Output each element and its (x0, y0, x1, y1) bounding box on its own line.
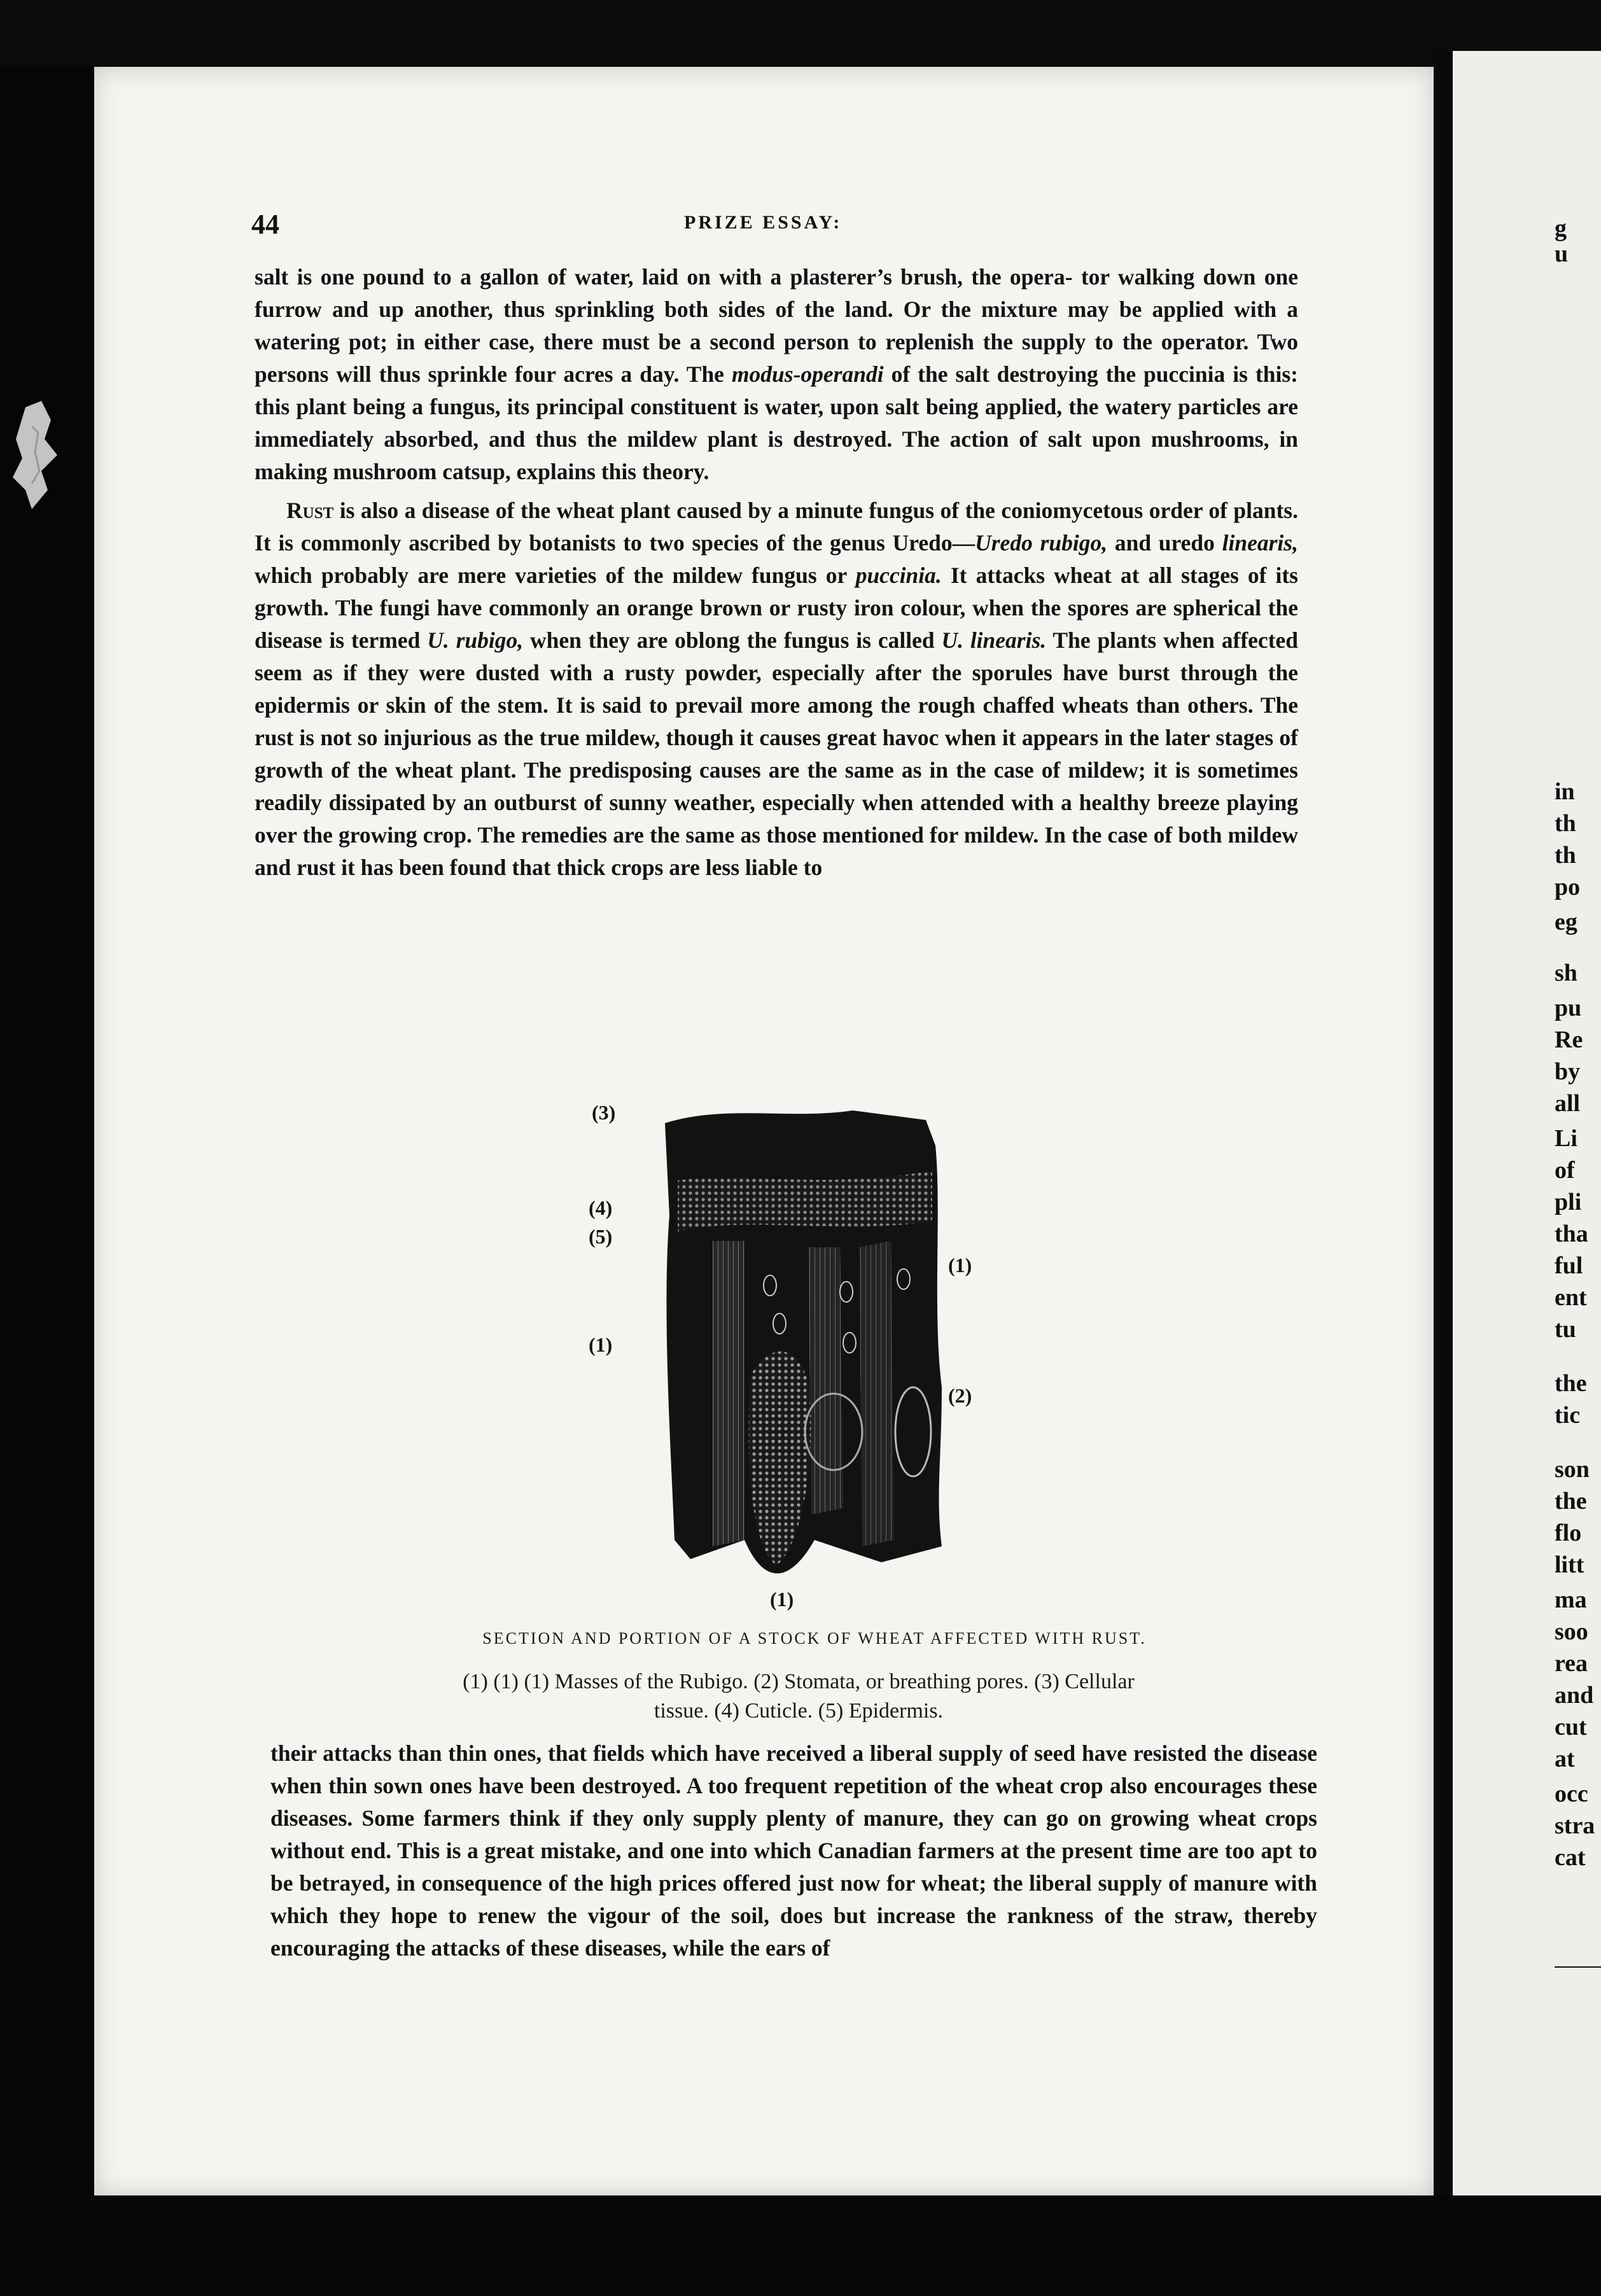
text-line: salt is one pound to a gallon of water, laid on with a plasterer’s brush, the opera- (255, 264, 1073, 290)
lead-word: Rust (286, 498, 334, 523)
adjacent-page-fragment: the (1555, 1370, 1587, 1397)
adjacent-page-fragment: tu (1555, 1316, 1576, 1343)
adjacent-page-rule (1555, 1966, 1601, 1968)
caption-line: (1) (1) (1) Masses of the Rubigo. (2) Stomata, or breathing pores. (3) Cellular (463, 1670, 1135, 1693)
adjacent-page-fragment: cat (1555, 1844, 1586, 1871)
text-segment: when they are oblong the fungus is called (523, 627, 942, 653)
adjacent-page-fragment: th (1555, 810, 1576, 837)
adjacent-page-fragment: po (1555, 874, 1581, 900)
italic-term: puccinia. (855, 563, 942, 588)
wheat-stem-engraving (560, 1101, 1018, 1629)
figure-label-stomata: (2) (948, 1384, 972, 1407)
adjacent-page-fragment: cut (1555, 1714, 1587, 1740)
adjacent-page-fragment: by (1555, 1058, 1581, 1085)
figure-label-rubigo-right: (1) (948, 1254, 972, 1277)
adjacent-page-fragment: litt (1555, 1551, 1584, 1578)
adjacent-page-fragment: flo (1555, 1520, 1582, 1546)
adjacent-page-fragment: ma (1555, 1586, 1587, 1613)
adjacent-page-fragment: rea (1555, 1650, 1588, 1677)
figure-caption-legend (321, 1667, 1276, 1726)
italic-term: U. rubigo, (427, 627, 524, 653)
adjacent-page-fragment: the (1555, 1488, 1587, 1515)
text-segment: which probably are mere varieties of the mildew fungus or (255, 563, 856, 588)
italic-term: modus-operandi (731, 361, 884, 387)
scan-bottom-edge (0, 2195, 1601, 2296)
text-line: of the salt destroying (883, 361, 1098, 387)
scan-speck-decoration (6, 395, 64, 522)
adjacent-page-fragment: ent (1555, 1284, 1587, 1311)
italic-term: linearis, (1222, 530, 1298, 556)
italic-term: Uredo rubigo, (975, 530, 1108, 556)
figure-label-epidermis: (5) (589, 1225, 613, 1248)
adjacent-page-fragment: pu (1555, 995, 1582, 1021)
adjacent-page-fragment: all (1555, 1090, 1581, 1117)
paragraph-rust (255, 494, 1298, 884)
adjacent-page-fragment: and (1555, 1682, 1594, 1709)
adjacent-page (1453, 51, 1601, 2195)
body-text-bottom (270, 1737, 1317, 1964)
text-line: tor walking down one furrow and up another, thus sprinkling both sides of the (255, 264, 1298, 322)
text-line: mushroom catsup, explains this theory. (333, 459, 710, 484)
page-number: 44 (251, 209, 279, 240)
text-line: land. Or the mixture may be applied with a watering pot; in either case, there (255, 297, 1299, 354)
text-segment: It attacks wheat at all stages of its growth. The fungi have commonly an orange brown or rusty iron colour, when the spores are spherical the disease is termed (255, 563, 1298, 653)
text-line: must be a second person to replenish the supply to the operator. Two persons (255, 329, 1298, 387)
text-segment: The plants when affected seem as if they were dusted with a rusty powder, especially after the sporules have burst through the epidermis or skin of the stem. It is said to prevail more among the rough chaffed wheats than others. The rust is not so injurious as the true mildew, though it causes great havoc when it appears in the later stages of growth of the wheat plant. The predisposing causes are the same as in the case of mildew; it is sometimes readily dissipated by an outburst of sunny weather, especially when attended with a healthy breeze playing over the growing crop. The remedies are the same as those mentioned for mildew. In the case of both mildew and rust it has been found that thick crops are less liable to (255, 627, 1299, 880)
adjacent-page-fragment: at (1555, 1746, 1575, 1772)
adjacent-page-fragment: of (1555, 1157, 1575, 1184)
text-segment: and uredo (1107, 530, 1222, 556)
adjacent-page-fragment: ful (1555, 1252, 1583, 1279)
adjacent-page-fragment: soo (1555, 1618, 1588, 1645)
adjacent-page-fragment: eg (1555, 909, 1577, 935)
adjacent-page-fragment: Re (1555, 1026, 1583, 1053)
wheat-stem-illustration (560, 1101, 1018, 1629)
scan-top-edge (0, 0, 1601, 67)
adjacent-page-fragment: occ (1555, 1781, 1588, 1807)
paragraph-continuation: their attacks than thin ones, that fields which have received a liberal supply of seed have resisted the disease when thin sown ones have been destroyed. A too frequent repetition of the wheat crop also encourages these diseases. Some farmers think if they only supply plenty of manure, they can go on growing wheat crops without end. This is a great mistake, and one into which Canadian farmers at the present time are too apt to be betrayed, in consequence of the high prices offered just now for wheat; the liberal supply of manure with which they hope to renew the vigour of the soil, does but increase the rankness of the straw, thereby encouraging the attacks of these diseases, while the ears of (270, 1740, 1317, 1961)
running-title: PRIZE ESSAY: (684, 212, 842, 233)
adjacent-page-fragment: son (1555, 1456, 1590, 1483)
adjacent-page-fragment: g (1555, 215, 1567, 242)
adjacent-page-fragment: in (1555, 778, 1575, 805)
adjacent-page-fragment: Li (1555, 1125, 1577, 1152)
adjacent-page-fragment: tic (1555, 1402, 1581, 1429)
figure-label-rubigo-bottom: (1) (770, 1588, 794, 1611)
text-line: upon salt being applied, the watery particles are immediately absorbed, and thus (255, 394, 1299, 452)
figure-label-cellular: (3) (592, 1101, 616, 1124)
adjacent-page-fragment: th (1555, 842, 1576, 869)
text-line: the puccinia is this: this plant being a fungus, its principal constituent is water, (255, 361, 1298, 419)
adjacent-page-fragment: pli (1555, 1189, 1582, 1215)
text-line: will thus sprinkle four acres a day. The (336, 361, 732, 387)
text-line: the mildew plant is destroyed. The action of salt upon mushrooms, in making (255, 426, 1298, 484)
adjacent-page-fragment: stra (1555, 1812, 1595, 1839)
italic-term: U. linearis. (941, 627, 1047, 653)
adjacent-page-fragment: u (1555, 241, 1569, 267)
page-gutter (1434, 51, 1453, 2195)
figure-label-rubigo-left: (1) (589, 1333, 613, 1356)
text-segment: is also a disease of the wheat plant caused by a minute fungus of the coniomycetous order of plants. It is commonly ascribed by botanists to two species of the genus Uredo— (255, 498, 1298, 556)
running-head (251, 208, 1311, 240)
paragraph-salt-treatment (255, 261, 1298, 488)
adjacent-page-fragment: sh (1555, 960, 1577, 986)
body-text-top (255, 261, 1298, 884)
figure-label-cuticle: (4) (589, 1196, 613, 1219)
adjacent-page-fragment: tha (1555, 1221, 1588, 1247)
caption-line: tissue. (4) Cuticle. (5) Epidermis. (654, 1699, 944, 1723)
figure-caption-title: SECTION AND PORTION OF A STOCK OF WHEAT AFFECTED WITH RUST. (482, 1629, 1147, 1648)
